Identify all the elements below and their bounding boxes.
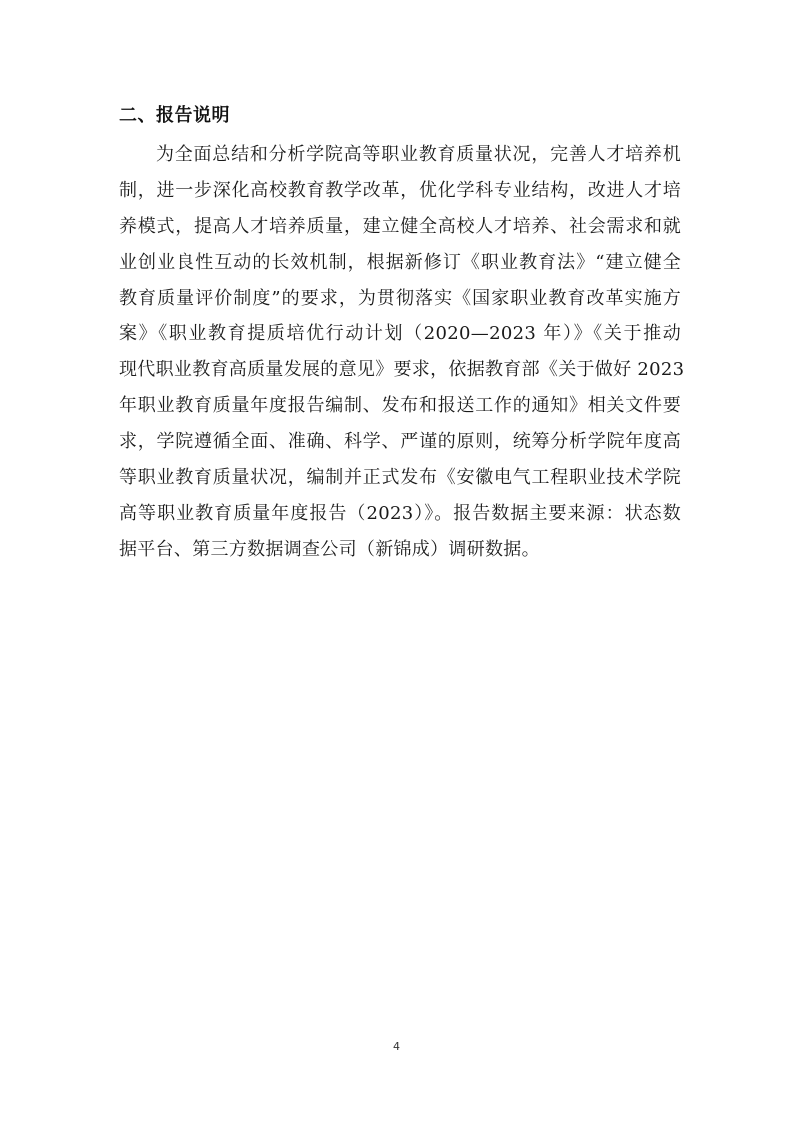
paragraph-line: 年职业教育质量年度报告编制、发布和报送工作的通知》相关文件要	[119, 395, 681, 417]
report-description-paragraph	[119, 137, 685, 568]
paragraph-line: 现代职业教育高质量发展的意见》要求，依据教育部《关于做好 2023	[119, 359, 685, 381]
paragraph-line: 等职业教育质量状况，编制并正式发布《安徽电气工程职业技术学院	[119, 467, 681, 489]
paragraph-line: 养模式，提高人才培养质量，建立健全高校人才培养、社会需求和就	[119, 215, 681, 237]
paragraph-line: 业创业良性互动的长效机制，根据新修订《职业教育法》“建立健全	[119, 251, 681, 273]
paragraph-line: 为全面总结和分析学院高等职业教育质量状况，完善人才培养机	[156, 144, 681, 165]
paragraph-line: 教育质量评价制度”的要求，为贯彻落实《国家职业教育改革实施方	[119, 287, 681, 309]
paragraph-line: 据平台、第三方数据调查公司（新锦成）调研数据。	[119, 538, 540, 560]
paragraph-line: 案》《职业教育提质培优行动计划（2020—2023 年）》《关于推动	[119, 323, 681, 345]
section-heading: 二、报告说明	[119, 105, 230, 126]
paragraph-line: 制，进一步深化高校教育教学改革，优化学科专业结构，改进人才培	[119, 179, 681, 201]
page-number: 4	[393, 1040, 400, 1053]
paragraph-line: 求，学院遵循全面、准确、科学、严谨的原则，统筹分析学院年度高	[119, 431, 681, 453]
paragraph-line: 高等职业教育质量年度报告（2023）》。报告数据主要来源：状态数	[119, 502, 681, 524]
